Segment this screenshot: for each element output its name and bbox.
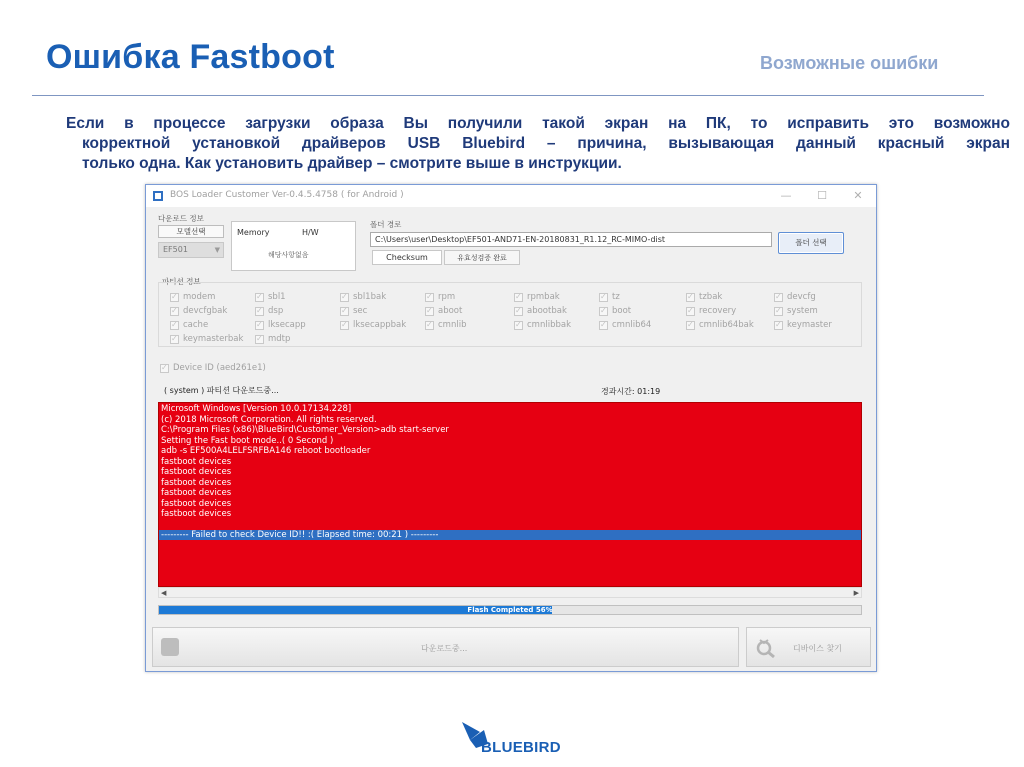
loader-window xyxy=(145,184,877,672)
partition-checkbox-cmnlibbak[interactable]: ✓ cmnlibbak xyxy=(514,319,571,331)
window-title: BOS Loader Customer Ver-0.4.5.4758 ( for Android ) xyxy=(170,190,404,200)
close-button[interactable]: ✕ xyxy=(853,189,863,202)
scroll-right-icon[interactable]: ▶ xyxy=(853,589,859,597)
console-line: fastboot devices xyxy=(161,456,232,467)
find-device-button[interactable] xyxy=(746,627,871,667)
console-line: fastboot devices xyxy=(161,467,232,477)
console-line: adb -s EF500A4LELFSRFBA146 reboot bootloader xyxy=(161,446,371,456)
partition-checkbox-keymasterbak[interactable]: ✓ keymasterbak xyxy=(170,333,243,345)
stop-icon xyxy=(161,638,179,656)
folder-select-button[interactable]: 폴더 선택 xyxy=(778,232,844,254)
scroll-left-icon[interactable]: ◀ xyxy=(161,589,167,597)
slide-subtitle: Возможные ошибки xyxy=(760,53,939,73)
bluebird-logo-text: BLUEBIRD xyxy=(481,739,561,756)
console-line: fastboot devices xyxy=(161,477,232,488)
partition-checkbox-dsp[interactable]: ✓ dsp xyxy=(255,305,283,317)
model-value: EF501 xyxy=(163,245,188,254)
hw-label: H/W xyxy=(302,228,319,237)
console-line: C:\Program Files (x86)\BlueBird\Customer_Version>adb start-server xyxy=(161,425,449,435)
device-id-label: Device ID (aed261e1) xyxy=(173,363,266,373)
tab-checksum[interactable]: Checksum xyxy=(372,250,442,265)
partition-checkbox-tzbak[interactable]: ✓ tzbak xyxy=(686,291,722,303)
console-error-row xyxy=(159,530,862,540)
partition-checkbox-cmnlib64bak[interactable]: ✓ cmnlib64bak xyxy=(686,319,754,331)
download-info-label: 다운로드 정보 xyxy=(158,214,204,223)
partition-checkbox-cache[interactable]: ✓ cache xyxy=(170,319,208,331)
partition-checkbox-devcfg[interactable]: ✓ devcfg xyxy=(774,291,816,303)
partition-checkbox-rpm[interactable]: ✓ rpm xyxy=(425,291,455,303)
progress-label: Flash Completed 56% xyxy=(467,606,553,614)
partition-checkbox-recovery[interactable]: ✓ recovery xyxy=(686,305,736,317)
console-line: Setting the Fast boot mode..( 0 Second ) xyxy=(161,435,334,446)
partition-checkbox-modem[interactable]: ✓ modem xyxy=(170,291,215,303)
partition-checkbox-rpmbak[interactable]: ✓ rpmbak xyxy=(514,291,560,303)
memory-value: 해당사항없음 xyxy=(268,251,309,259)
partition-info-label: 파티션 정보 xyxy=(162,277,201,286)
console-output[interactable] xyxy=(158,402,862,587)
tab-verify-complete[interactable]: 유효성검증 완료 xyxy=(444,250,520,265)
console-line: (c) 2018 Microsoft Corporation. All rights reserved. xyxy=(161,414,377,425)
partition-checkbox-keymaster[interactable]: ✓ keymaster xyxy=(774,319,832,331)
tab-model-select[interactable]: 모델선택 xyxy=(158,225,224,238)
horizontal-scrollbar[interactable] xyxy=(158,587,862,598)
model-select[interactable] xyxy=(158,242,224,258)
body-line: корректной установкой драйверов USB Bluebird – причина, вызывающая данный красный экран xyxy=(82,135,1010,152)
flash-progress-bar xyxy=(158,605,862,615)
download-button-label: 다운로드중... xyxy=(421,644,468,653)
title-divider xyxy=(32,95,984,96)
partition-checkbox-cmnlib64[interactable]: ✓ cmnlib64 xyxy=(599,319,651,331)
body-text xyxy=(66,114,1010,174)
find-device-label: 디바이스 찾기 xyxy=(793,644,842,653)
body-line: Если в процессе загрузки образа Вы получили такой экран на ПК, то исправить это возможно xyxy=(66,115,1010,132)
window-titlebar[interactable] xyxy=(146,185,876,207)
partition-checkbox-cmnlib[interactable]: ✓ cmnlib xyxy=(425,319,466,331)
folder-path-label: 폴더 경로 xyxy=(370,220,402,229)
partition-checkbox-lksecappbak[interactable]: ✓ lksecappbak xyxy=(340,319,406,331)
device-search-icon xyxy=(755,637,777,659)
partition-checkbox-boot[interactable]: ✓ boot xyxy=(599,305,631,317)
memory-label: Memory xyxy=(237,228,270,237)
console-line: fastboot devices xyxy=(161,488,232,498)
memory-box xyxy=(231,221,356,271)
partition-checkbox-aboot[interactable]: ✓ aboot xyxy=(425,305,462,317)
partition-checkbox-mdtp[interactable]: ✓ mdtp xyxy=(255,333,290,345)
partition-checkbox-tz[interactable]: ✓ tz xyxy=(599,291,620,303)
window-controls xyxy=(768,185,876,207)
download-button[interactable] xyxy=(152,627,739,667)
console-line: fastboot devices xyxy=(161,509,232,519)
partition-checkbox-sbl1bak[interactable]: ✓ sbl1bak xyxy=(340,291,386,303)
partition-checkbox-sec[interactable]: ✓ sec xyxy=(340,305,367,317)
partition-checkbox-lksecapp[interactable]: ✓ lksecapp xyxy=(255,319,306,331)
partition-checkbox-sbl1[interactable]: ✓ sbl1 xyxy=(255,291,286,303)
elapsed-time: 경과시간: 01:19 xyxy=(601,387,661,396)
maximize-button[interactable]: ☐ xyxy=(817,189,827,202)
partition-checkbox-abootbak[interactable]: ✓ abootbak xyxy=(514,305,567,317)
status-text: ( system ) 파티션 다운로드중... xyxy=(164,386,279,395)
console-line: Microsoft Windows [Version 10.0.17134.228] xyxy=(161,404,352,414)
partition-checkbox-system[interactable]: ✓ system xyxy=(774,305,818,317)
minimize-button[interactable]: — xyxy=(780,189,792,202)
partition-checkbox-devcfgbak[interactable]: ✓ devcfgbak xyxy=(170,305,227,317)
app-icon xyxy=(152,190,164,202)
chevron-down-icon: ▼ xyxy=(214,246,220,254)
slide-title: Ошибка Fastboot xyxy=(46,38,335,76)
folder-path-field[interactable]: C:\Users\user\Desktop\EF501-AND71-EN-20180831_R1.12_RC-MIMO-dist xyxy=(370,232,772,247)
body-line: только одна. Как установить драйвер – смотрите выше в инструкции. xyxy=(82,155,622,172)
device-id-checkbox[interactable] xyxy=(160,363,266,373)
console-line: fastboot devices xyxy=(161,498,232,509)
console-error-text: --------- Failed to check Device ID!! :( Elapsed time: 00:21 ) --------- xyxy=(161,530,439,540)
